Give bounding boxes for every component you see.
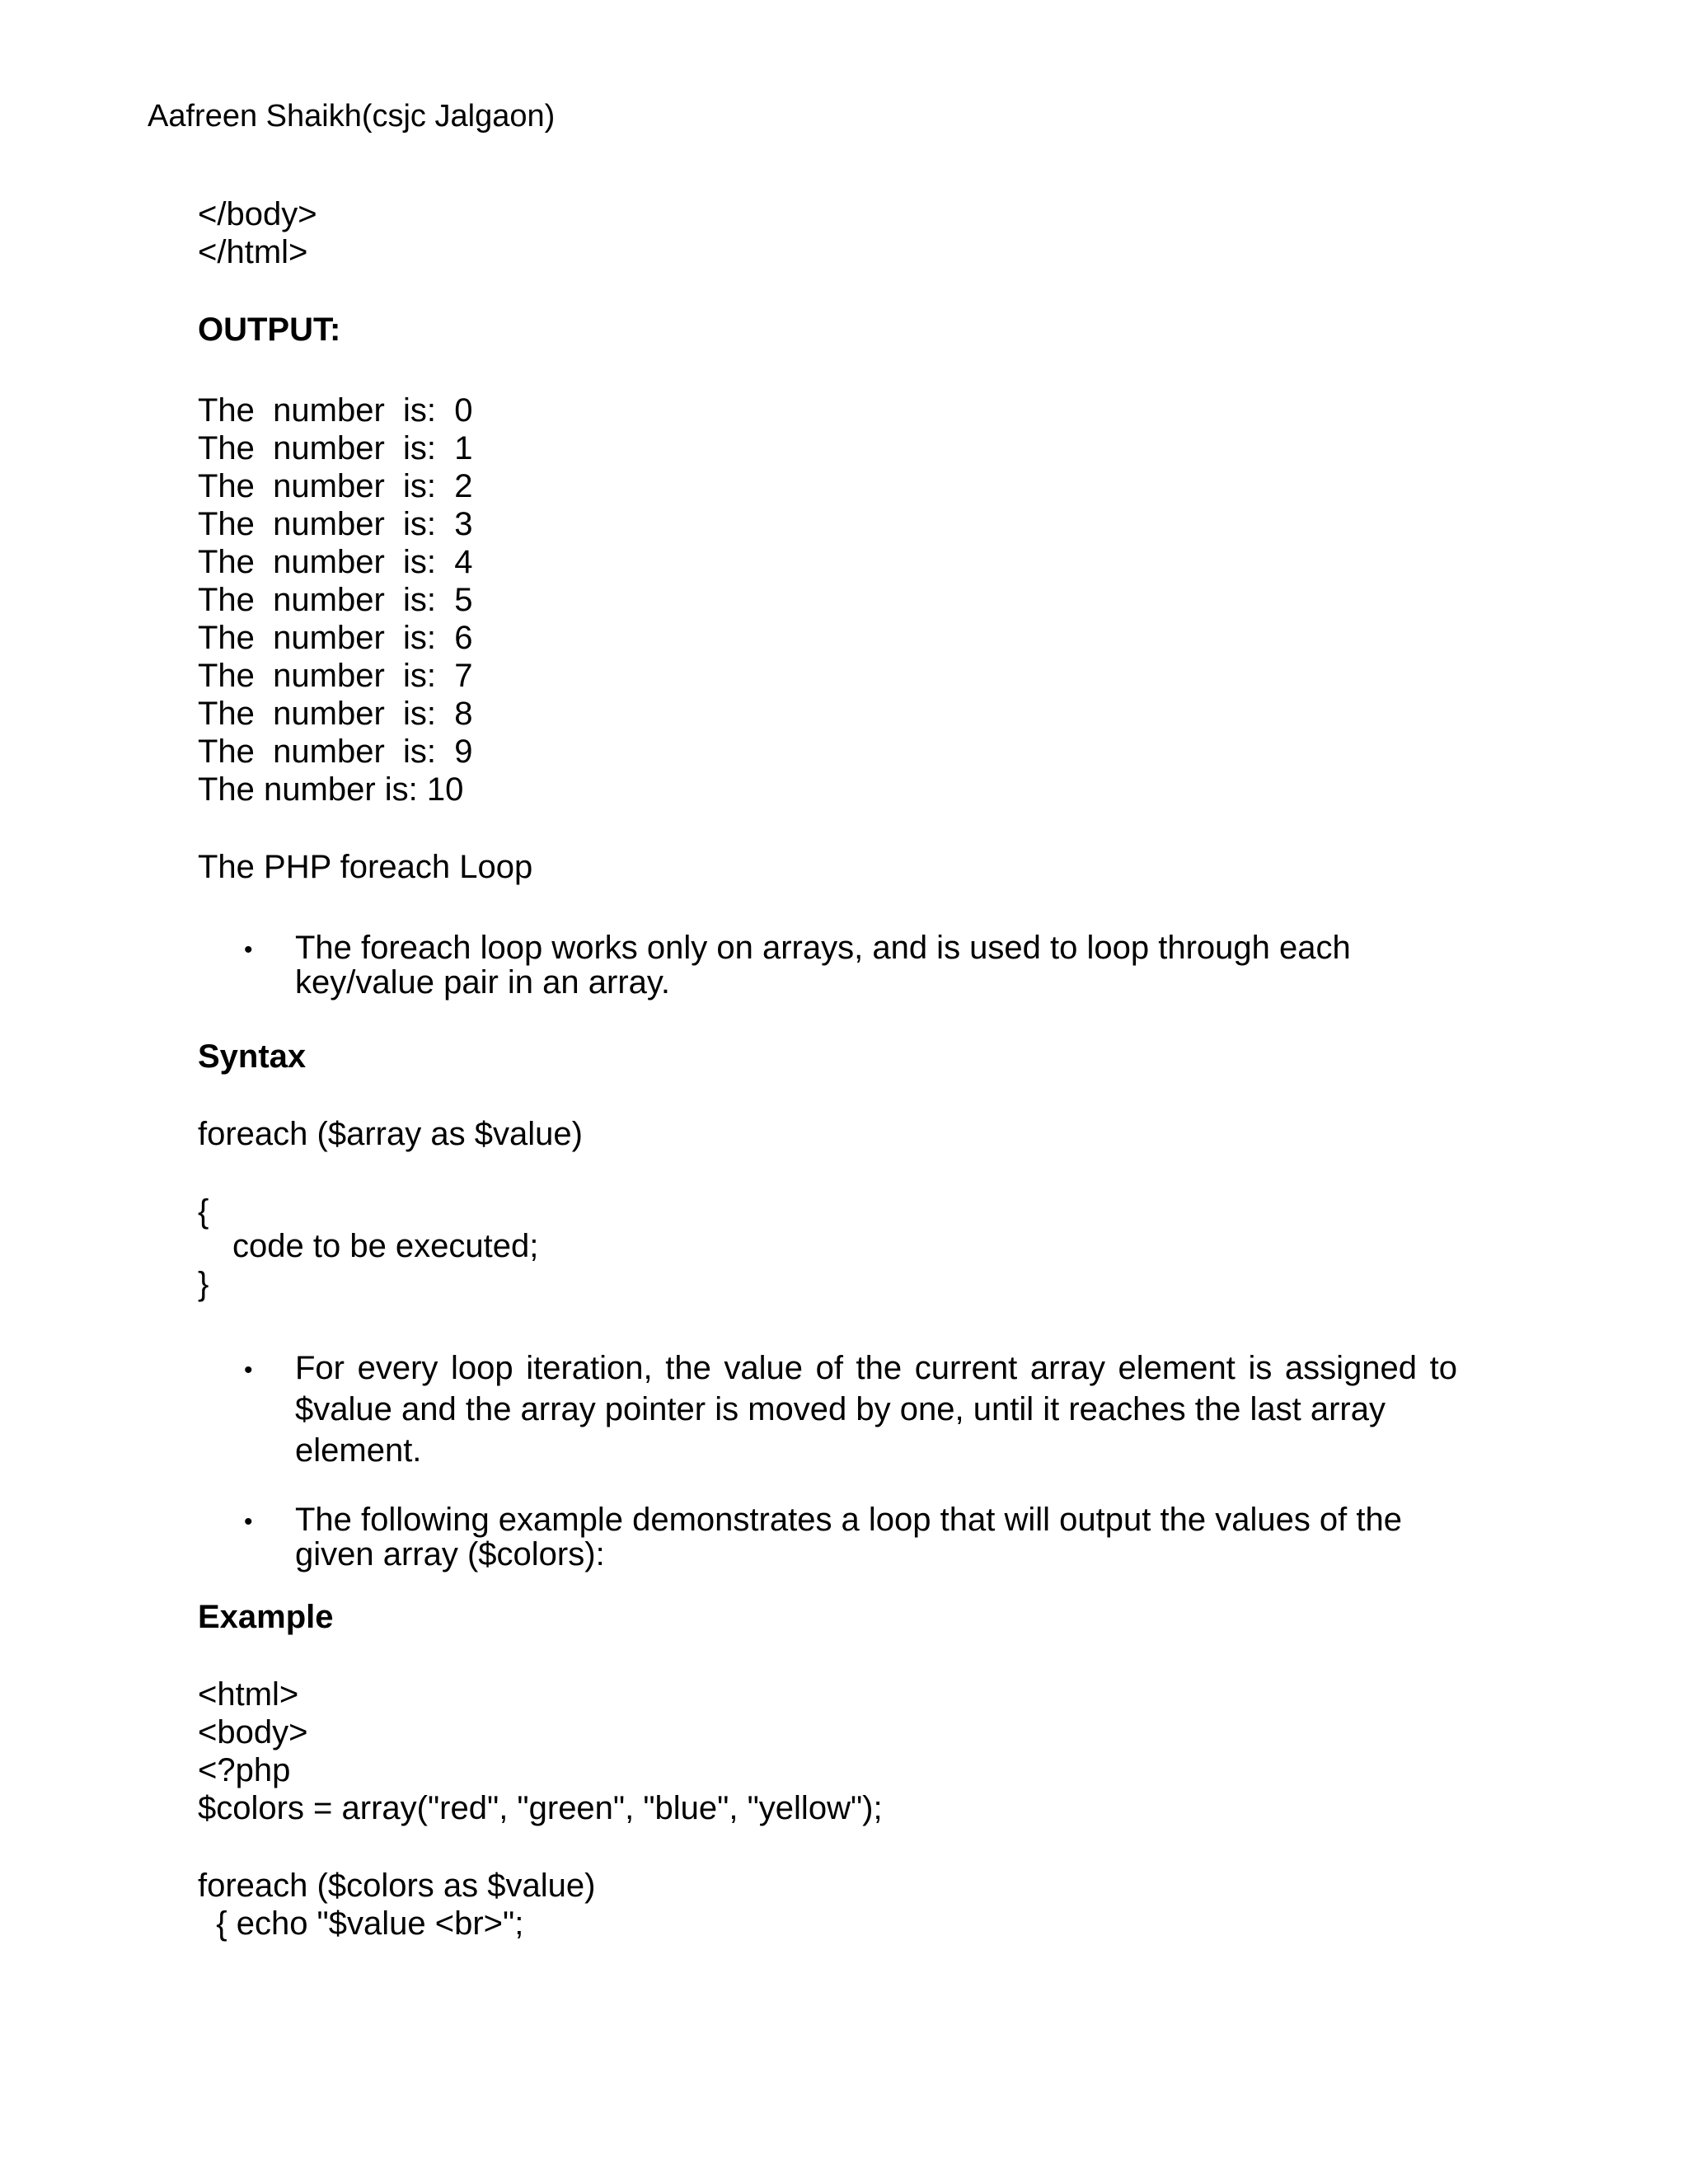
output-line: The number is: 9 [198,733,473,770]
output-line: The number is: 6 [198,620,473,656]
output-line: The number is: 8 [198,696,473,732]
output-line: The number is: 5 [198,582,473,618]
page-header-author: Aafreen Shaikh(csjc Jalgaon) [148,99,556,134]
output-line: The number is: 10 [198,771,464,808]
bullet-icon: • [244,1357,253,1384]
example-foreach-line: foreach ($colors as $value) [198,1868,596,1904]
bullet-icon: • [244,1508,253,1535]
example-code-line: <html> [198,1676,299,1713]
foreach-section-title: The PHP foreach Loop [198,849,533,885]
example-code-line: $colors = array("red", "green", "blue", "yellow"); [198,1790,883,1826]
output-line: The number is: 0 [198,392,473,429]
output-line: The number is: 1 [198,430,473,466]
output-line: The number is: 7 [198,658,473,694]
bullet-line: The following example demonstrates a loop that will output the values of the [295,1502,1403,1538]
example-code-line: <body> [198,1714,308,1750]
bullet-line: given array ($colors): [295,1536,605,1572]
syntax-line: foreach ($array as $value) [198,1116,583,1152]
bullet-line: element. [295,1432,422,1469]
bullet-line: key/value pair in an array. [295,964,671,1001]
example-echo-line: { echo "$value <br>"; [198,1905,524,1942]
bullet-icon: • [244,936,253,963]
output-line: The number is: 3 [198,506,473,542]
syntax-brace-close: } [198,1266,209,1302]
syntax-heading: Syntax [198,1038,307,1075]
bullet-line: The foreach loop works only on arrays, and is used to loop through each [295,930,1351,966]
output-line: The number is: 2 [198,468,473,504]
code-body-close: </body> [198,196,317,232]
example-code-line: <?php [198,1752,291,1788]
output-heading: OUTPUT: [198,312,341,348]
syntax-code-line: code to be executed; [232,1228,539,1264]
output-line: The number is: 4 [198,544,473,580]
example-heading: Example [198,1599,334,1635]
bullet-line: $value and the array pointer is moved by one, until it reaches the last array [295,1391,1386,1427]
code-html-close: </html> [198,234,308,270]
bullet-line: For every loop iteration, the value of the current array element is assigned to [295,1350,1457,1386]
syntax-brace-open: { [198,1193,209,1230]
